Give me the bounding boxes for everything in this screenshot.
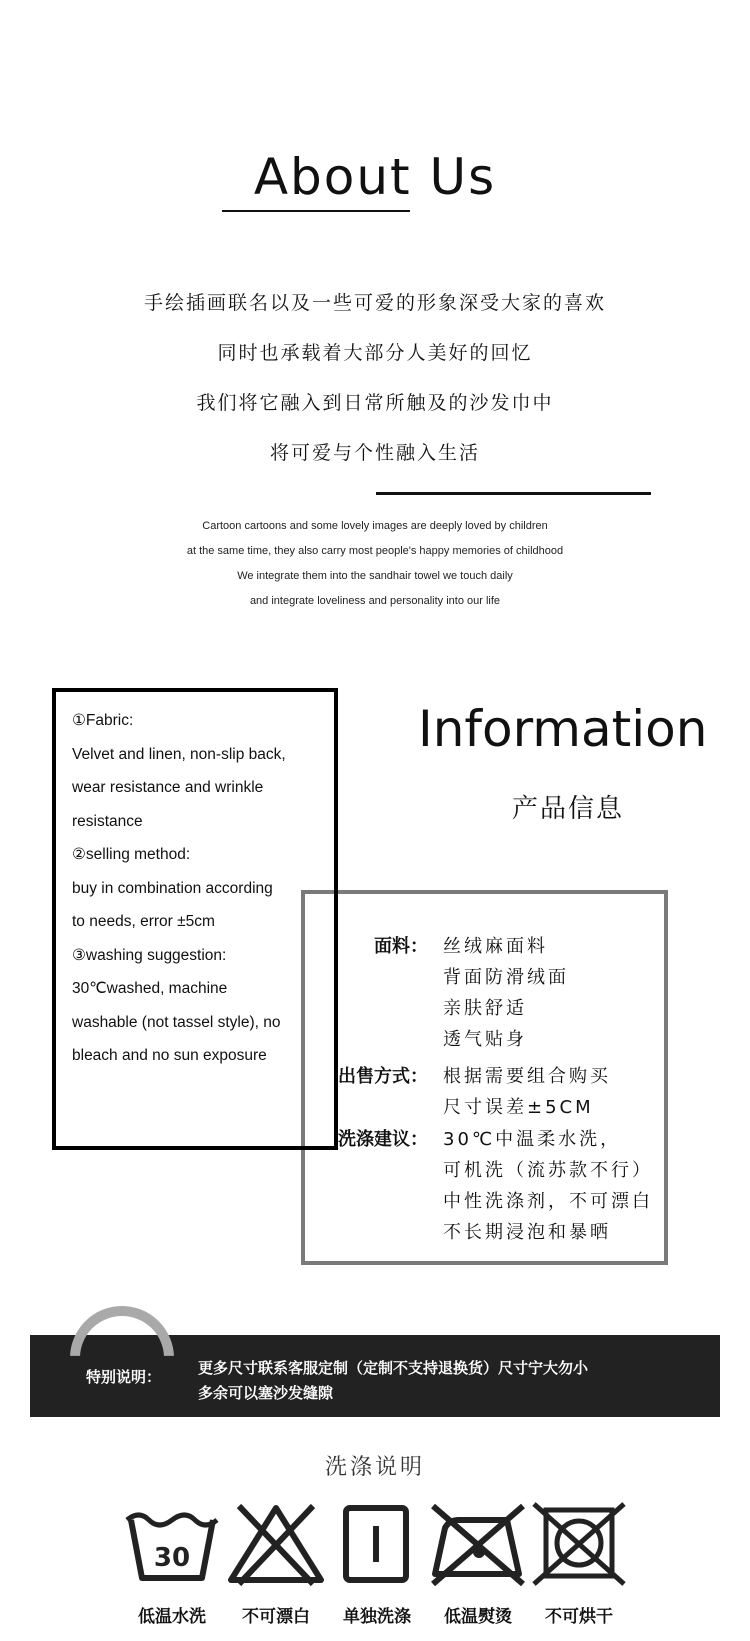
about-en-line-1: Cartoon cartoons and some lovely images are deeply loved by children <box>202 520 548 532</box>
wash-item-no-bleach <box>221 1498 331 1627</box>
wash-temp-text: 30 <box>153 1543 191 1573</box>
wash-value: 可机洗（流苏款不行） <box>443 1160 653 1181</box>
sale-value: 尺寸误差±5CM <box>443 1097 594 1118</box>
low-iron-icon <box>423 1498 533 1588</box>
sale-value: 根据需要组合购买 <box>443 1066 611 1087</box>
about-zh-line-2: 同时也承载着大部分人美好的回忆 <box>217 342 533 364</box>
wash-item-low-temp <box>117 1498 227 1627</box>
info-title: Information <box>418 700 708 758</box>
en-spec-line: buy in combination according <box>72 879 273 897</box>
fabric-value: 背面防滑绒面 <box>443 967 569 988</box>
notice-line-1: 更多尺寸联系客服定制（定制不支持退换货）尺寸宁大勿小 <box>198 1359 589 1377</box>
washing-title: 洗涤说明 <box>324 1455 425 1480</box>
wash-item-separate <box>322 1498 432 1627</box>
about-en-line-3: We integrate them into the sandhair towel we touch daily <box>237 570 513 582</box>
wash-value: 中性洗涤剂，不可漂白 <box>443 1191 653 1212</box>
about-zh-line-3: 我们将它融入到日常所触及的沙发巾中 <box>196 392 554 414</box>
wash-30-icon <box>117 1498 227 1588</box>
wash-label: 不可漂白 <box>242 1607 310 1627</box>
about-zh-line-4: 将可爱与个性融入生活 <box>269 442 480 464</box>
wash-label: 低温熨烫 <box>444 1607 512 1627</box>
fabric-value: 透气贴身 <box>443 1029 527 1050</box>
en-spec-list <box>72 704 332 1073</box>
notice-label: 特别说明： <box>86 1368 162 1386</box>
info-subtitle: 产品信息 <box>512 794 625 824</box>
wash-label: 洗涤建议： <box>338 1129 428 1150</box>
wash-value: 30℃中温柔水洗， <box>443 1129 622 1150</box>
wash-label: 低温水洗 <box>138 1607 206 1627</box>
notice-text <box>198 1356 588 1406</box>
no-bleach-icon <box>221 1498 331 1588</box>
wash-separately-icon <box>322 1498 432 1588</box>
about-en-line-4: and integrate loveliness and personality into our life <box>249 595 501 607</box>
about-zh-line-1: 手绘插画联名以及一些可爱的形象深受大家的喜欢 <box>143 292 606 314</box>
sale-label: 出售方式： <box>338 1066 428 1087</box>
en-spec-line: bleach and no sun exposure <box>72 1047 267 1064</box>
wash-label: 单独洗涤 <box>343 1607 411 1627</box>
en-spec-line: 30℃washed, machine <box>72 980 228 997</box>
fabric-value: 亲肤舒适 <box>443 998 527 1019</box>
en-spec-line: to needs, error ±5cm <box>72 913 215 930</box>
en-spec-line: ③washing suggestion: <box>72 946 227 964</box>
en-spec-line: washable (not tassel style), no <box>72 1013 281 1031</box>
notice-line-2: 多余可以塞沙发缝隙 <box>198 1384 334 1402</box>
en-spec-line: ②selling method: <box>72 846 191 863</box>
wash-item-low-iron <box>423 1498 533 1627</box>
fabric-label: 面料： <box>374 936 428 957</box>
divider-rule <box>376 492 651 495</box>
about-title: About Us <box>253 148 497 206</box>
wash-value: 不长期浸泡和暴晒 <box>443 1222 611 1243</box>
en-spec-line: Velvet and linen, non-slip back, <box>72 745 286 763</box>
en-spec-line: resistance <box>72 812 143 830</box>
title-underline <box>222 210 410 212</box>
en-spec-line: ①Fabric: <box>72 712 134 729</box>
fabric-value: 丝绒麻面料 <box>443 936 548 957</box>
no-tumble-dry-icon <box>524 1498 634 1588</box>
en-spec-line: wear resistance and wrinkle <box>72 779 264 796</box>
about-en-line-2: at the same time, they also carry most people's happy memories of childhood <box>186 545 564 557</box>
wash-label: 不可烘干 <box>545 1607 613 1627</box>
wash-item-no-dry <box>524 1498 634 1627</box>
